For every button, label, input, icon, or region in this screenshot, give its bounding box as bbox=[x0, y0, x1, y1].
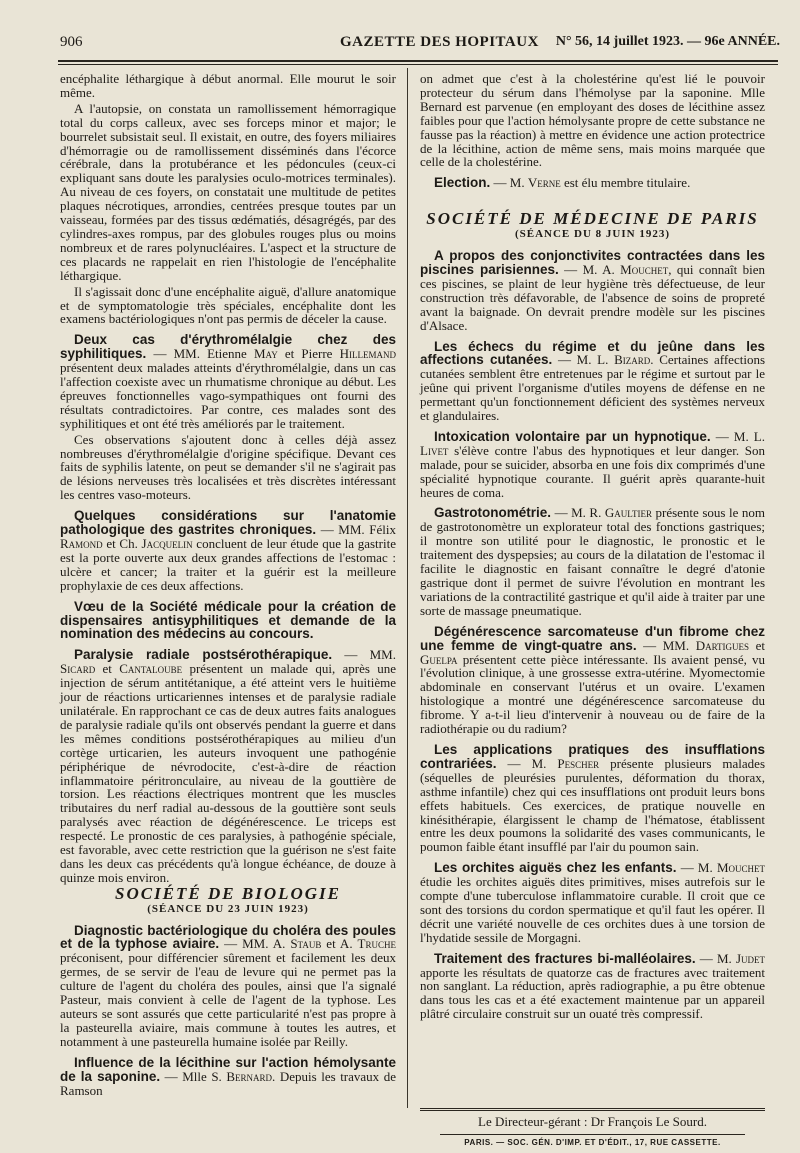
text-run: — MM. bbox=[332, 647, 396, 663]
author-name: Jacquelin bbox=[141, 536, 193, 551]
article-voeu bbox=[60, 600, 396, 642]
text-run: — MM. Félix bbox=[316, 522, 396, 538]
text-run: et bbox=[95, 661, 120, 677]
article-paralysie-radiale bbox=[60, 648, 396, 884]
article-heading: Quelques considérations sur l'anatomie pathologique des gastrites chroniques. bbox=[60, 508, 396, 538]
issue-info: N° 56, 14 juillet 1923. — 96e ANNÉE. bbox=[555, 34, 780, 49]
printer-imprint: PARIS. — SOC. GÉN. D'IMP. ET D'ÉDIT., 17, RUE CASSETTE. bbox=[464, 1138, 721, 1147]
right-column bbox=[420, 72, 765, 1023]
author-name: Mouchet bbox=[620, 261, 669, 277]
author-name: S. Bernard bbox=[211, 1068, 273, 1084]
article-fractures bbox=[420, 952, 765, 1022]
paragraph: Ces observations s'ajoutent donc à celles déjà assez nombreuses d'érythromélalgie d'origine spécifique. Devant ces faits de syphilis latente, on peut se demander s'il ne s'agirait pas de lésions nerveuses très localisées et très discrètes intéressant les centres vaso-moteurs. bbox=[60, 431, 396, 503]
section-title-biologie: SOCIÉTÉ DE BIOLOGIE bbox=[115, 883, 341, 903]
author-name: Sicard bbox=[60, 661, 96, 677]
article-heading: Election. bbox=[434, 175, 491, 191]
text-run: — M. L. bbox=[710, 428, 766, 444]
article-heading: Gastrotonométrie. bbox=[434, 505, 552, 521]
author-name: Mouchet bbox=[716, 860, 765, 876]
author-name: Hillemand bbox=[339, 346, 396, 362]
author-name: May bbox=[253, 346, 278, 362]
text-run: . Certaines affections cutanées semblent être entretenues par le régime et surtout par le jeûne qui privent l'organisme d'utiles moyens de défense en ne permettant qu'un fonctionnement déficient des systèmes nerveux et glandulaires. bbox=[420, 352, 765, 424]
text-run: — MM. bbox=[636, 637, 696, 653]
article-intoxication bbox=[420, 430, 765, 500]
author-name: Pescher bbox=[557, 755, 600, 771]
text-run: et A. bbox=[321, 936, 358, 952]
article-heading: Deux cas d'érythromélalgie chez des syphilitiques. bbox=[60, 332, 396, 362]
text-run: étudie les orchites aiguës dites primitives, mises autrefois sur le compte d'une tuberculose inflammatoire curable. Il croit que ce sont des torsions du cordon spermatique et qu'il faut les opérer. Il décrit une variété nouvelle de ces orchites dues à une torsion de l'hydatide sessile de Morgagni. bbox=[420, 874, 765, 945]
article-erythromelalgie bbox=[60, 333, 396, 430]
journal-title: GAZETTE DES HOPITAUX bbox=[340, 34, 539, 50]
text-run: apporte les résultats de quatorze cas de fractures avec traitement non sanglant. La réduction, après radiographie, a pu être obtenue dans tous les cas et a été exactement maintenue par un appareil plâtré circulaire construit sur un ouaté très compressif. bbox=[420, 964, 765, 1022]
page-header bbox=[60, 34, 780, 60]
paragraph: on admet que c'est à la cholestérine qu'est lié le pouvoir protecteur du sérum dans l'hémolyse par la saponine. Mlle Bernard est parvenue (en employant des doses de lécithine assez faibles pour que l'action hémolysante propre de cette substance ne fausse pas la réaction) à mettre en évidence une action protectrice de la lécithine, action de même sens, mais moins marquée que celle de la cholestérine. bbox=[420, 71, 765, 170]
article-heading: Les applications pratiques des insufflations contrariées. bbox=[420, 741, 765, 771]
text-run: et bbox=[749, 637, 766, 653]
text-run: — M. R. bbox=[551, 505, 605, 521]
text-run: — MM. Etienne bbox=[146, 346, 254, 362]
text-run: préconisent, pour différencier sûrement et facilement les deux germes, de se servir de l'eau de levure qui ne permet pas la culture de l'agent du choléra des poules, ainsi que l'a signalé Pasteur, mais convient à celle de l'agent de la typhose. Les auteurs se sont assurés que cette particularité n'est pas propre à la pasteurella aviaire, mais commune à toutes les autres, et notamment à une pasteurella humaine isolée par Reilly. bbox=[60, 950, 396, 1049]
author-name: Staub bbox=[290, 936, 322, 952]
text-run: — M. A. bbox=[558, 261, 621, 277]
text-run: — MM. A. bbox=[219, 936, 291, 952]
header-rule-thin bbox=[58, 64, 778, 65]
text-run: . Depuis les travaux de Ramson bbox=[60, 1068, 396, 1098]
text-run: — Mlle bbox=[160, 1068, 212, 1084]
text-run: , qui connaît bien ces piscines, se plaint de leur hygiène très défectueuse, de leur construction très défavorable, de l'absence de soins de propreté avant la baignade. On devrait prendre modèle sur les piscines d'Alsace. bbox=[420, 261, 765, 333]
text-run: concluent de leur étude que la gastrite est la porte ouverte aux deux grandes affections de l'estomac : ulcère et cancer; la traiter et la guérir est la meilleure prophylaxie de ces deux affections. bbox=[60, 536, 396, 593]
footer-rule bbox=[420, 1108, 765, 1111]
text-run: présentent cette pièce intéressante. Ils avaient pensé, vu l'évolution clinique, à une grossesse extra-utérine. Myomectomie abdominale en conservant l'utérus et un ovaire. L'examen histologique a montré une dégénérescence sarcomateuse du fibrome. Y a-t-il lieu d'intervenir à nouveau ou de faire de la radiothérapie ou du radium? bbox=[420, 651, 765, 737]
article-heading: Influence de la lécithine sur l'action hémolysante de la saponine. bbox=[60, 1054, 396, 1084]
article-gastrotonometrie bbox=[420, 506, 765, 617]
footer-rule-thin bbox=[440, 1134, 745, 1135]
author-name: Truche bbox=[357, 936, 396, 952]
section-title-medecine: SOCIÉTÉ DE MÉDECINE DE PARIS bbox=[426, 209, 759, 229]
article-heading: Les orchites aiguës chez les enfants. bbox=[434, 860, 677, 876]
article-conjonctivites bbox=[420, 249, 765, 332]
article-degenerescence bbox=[420, 625, 765, 736]
author-name: Bizard bbox=[614, 352, 651, 368]
text-run: — M. L. bbox=[552, 352, 615, 368]
article-heading: Traitement des fractures bi-malléolaires. bbox=[434, 950, 696, 966]
article-heading: Diagnostic bactériologique du choléra des poules et de la typhose aviaire. bbox=[60, 922, 396, 952]
author-name: Dartigues bbox=[695, 637, 750, 653]
section-seance: (SÉANCE DU 8 JUIN 1923) bbox=[514, 228, 670, 241]
author-name: Judet bbox=[735, 950, 766, 966]
text-run: et Ch. bbox=[102, 536, 142, 551]
article-heading: A propos des conjonctivites contractées dans les piscines parisiennes. bbox=[420, 248, 765, 277]
page-number: 906 bbox=[60, 34, 83, 50]
author-name: Gaultier bbox=[604, 505, 652, 521]
article-heading: Vœu de la Société médicale pour la création de dispensaires antisyphilitiques et demande de la nomination des médecins au concours. bbox=[60, 598, 396, 642]
left-column bbox=[60, 72, 396, 1099]
text-run: présente plusieurs malades (séquelles de pleurésies purulentes, déformation du thorax, asthme infantile) chez qui ces insufflations ont produit leurs bons effets habituels. Ces exercices, de pratique nouvelle en kinésithérapie, élargissent le champ de l'hématose, établissent entre les deux poumons la solidarité des vases communicants, le poumon faible étant insufflé par l'air du poumon sain. bbox=[420, 755, 766, 855]
article-insufflations bbox=[420, 743, 765, 854]
text-run: — M. bbox=[676, 860, 717, 876]
article-heading: Paralysie radiale postsérothérapique. bbox=[74, 647, 333, 663]
author-name: Ramond bbox=[60, 536, 103, 551]
text-run: — M. bbox=[695, 950, 736, 966]
paragraph: Il s'agissait donc d'une encéphalite aiguë, d'allure anatomique et de symptomatologie très spéciales, encéphalite dont les examens bactériologiques n'ont pas permis de déceler la cause. bbox=[60, 283, 396, 327]
text-run: et Pierre bbox=[277, 346, 340, 362]
directeur-gerant: Le Directeur-gérant : Dr François Le Sourd. bbox=[478, 1114, 707, 1129]
text-run: est élu membre titulaire. bbox=[560, 175, 691, 191]
article-heading: Les échecs du régime et du jeûne dans les affections cutanées. bbox=[420, 338, 765, 368]
text-run: présente sous le nom de gastrotonomètre un explorateur total des fonctions gastriques; il montre son utilité pour le diagnostic, le pronostic et le traitement des dyspepsies; au cours de la dilatation de l'estomac il facilite le diagnostic en faisant connaître le degré d'atonie gastrique dont il permet de suivre l'évolution en montrant les variations de la contractilité gastrique et qu'il aide à traiter par une sorte de massage pneumatique. bbox=[420, 505, 765, 618]
text-run: présentent deux malades atteints d'érythromélalgie, dans un cas l'affection coexiste avec un rhumatisme chronique au début. Les épreuves fonctionnelles vago-sympathiques ont fourni des résultats contradictoires. Par contre, ces malades sont des syphilitiques et ont été très améliorés par le traitement. bbox=[60, 360, 396, 431]
text-run: s'élève contre l'abus des hypnotiques et leur danger. Son malade, pour se suicider, absorba en une fois dix comprimés d'une spécialité hypnotique courante. Il guérit après quarante-huit heures de coma. bbox=[420, 442, 765, 500]
article-gastrites bbox=[60, 509, 396, 592]
section-seance: (SÉANCE DU 23 JUIN 1923) bbox=[147, 902, 309, 915]
article-echecs-regime bbox=[420, 340, 765, 423]
text-run: — M. bbox=[490, 175, 528, 191]
article-heading: Intoxication volontaire par un hypnotique. bbox=[434, 428, 711, 444]
article-cholera-poules bbox=[60, 924, 396, 1049]
author-name: Guelpa bbox=[420, 651, 458, 667]
article-orchites bbox=[420, 861, 765, 944]
paragraph: encéphalite léthargique à début anormal. Elle mourut le soir même. bbox=[60, 71, 396, 100]
author-name: Verne bbox=[527, 175, 561, 191]
text-run: présentent un malade qui, après une injection de sérum antitétanique, a été atteint vers le huitième jour de réactions urticariennes intenses et de paralysie radiale unilatérale. En rapprochant ce cas de deux autres faits analogues de paralysie radiale qu'ils ont observés pendant la guerre et dans les mêmes conditions postsérothérapiques au milieu d'un cortège urticarien, les auteurs invoquent une pathogénie périphérique de névrodocite, c'est-à-dire de réaction inflammatoire péritronculaire, au niveau de la gouttière de torsion. Les réactions électriques montrent que les muscles tributaires du nerf radial au-dessous de la gouttière sont seuls paralysés avec réaction de dégénérescence. Le triceps est respecté. Le pronostic de ces paralysies, à pathogénie spéciale, est favorable, avec cette restriction que la guérison ne s'est faite dans les deux cas précédents qu'à longue échéance, de douze à quinze mois environ. bbox=[60, 661, 396, 885]
text-run: — M. bbox=[496, 755, 558, 771]
article-lecithine bbox=[60, 1056, 396, 1098]
author-name: Livet bbox=[420, 442, 449, 458]
article-heading: Dégénérescence sarcomateuse d'un fibrome chez une femme de vingt-quatre ans. bbox=[420, 623, 765, 653]
paragraph: A l'autopsie, on constata un ramollissement hémorragique total du corps calleux, avec ses forceps minor et major; le bourrelet subsistait seul. Il existait, en outre, des foyers miliaires d'hémorragie ou de ramollissement disséminés dans l'écorce cérébrale, dans la protubérance et les pédoncules (ceux-ci expliquant sans doute les paralysies oculo-motrices terminales). Au niveau de ces foyers, on constatait une multitude de petites plaques nécrotiques, arrondies, centrées presque toutes par un vaisseau, formées par des tissus œdématiés, désagrégés, par des cylindres-axes rompus, par des globules rouges plus ou moins nombreux et de rares polynucléaires. L'aspect et la structure de ces placards ne rappelait en rien l'histologie de l'encéphalite léthargique. bbox=[60, 100, 396, 283]
article-election bbox=[420, 176, 765, 190]
author-name: Cantaloube bbox=[119, 661, 183, 677]
column-divider bbox=[407, 68, 408, 1108]
header-rule bbox=[58, 60, 778, 62]
